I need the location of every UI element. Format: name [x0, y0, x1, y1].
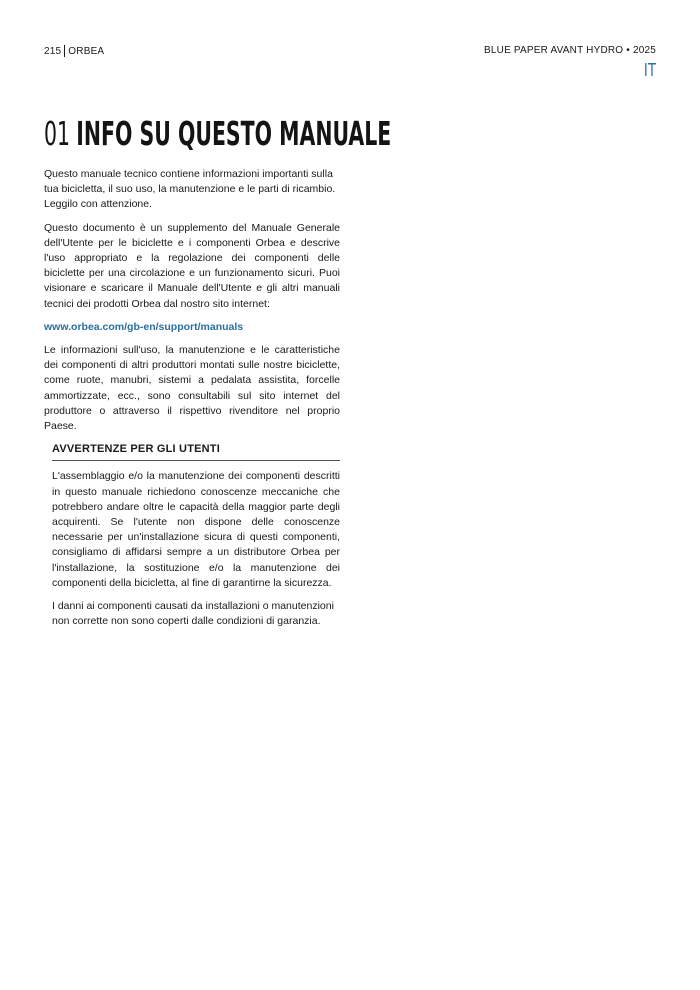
- section-heading: [44, 112, 391, 156]
- language-code: IT: [643, 60, 656, 81]
- supplement-paragraph: Questo documento è un supplemento del Manuale Generale dell'Utente per le biciclette e i componenti Orbea e descrive l'uso appropriato e la regolazione dei componenti delle biciclette per una circolazione e un funzionamento sicuri. Puoi visionare e scaricare il Manuale dell'Utente e gli altri manuali tecnici dei prodotti Orbea dal nostro sito internet:: [44, 221, 340, 310]
- section-title: INFO SU QUESTO MANUALE: [76, 114, 392, 153]
- page-number: 215: [44, 45, 62, 57]
- manuals-link[interactable]: www.orbea.com/gb-en/support/manuals: [44, 320, 244, 333]
- warning-title: AVVERTENZE PER GLI UTENTI: [52, 442, 340, 461]
- third-party-paragraph: Le informazioni sull'uso, la manutenzione e le caratteristiche dei componenti di altri produttori montati sulle nostre biciclette, come ruote, manubri, sistemi a pedalata assistita, forcelle ammortizzate, ecc., sono consultabili sul sito internet del produttore o attraverso il rispettivo rivenditore nel proprio Paese.: [44, 344, 340, 433]
- warning-paragraph-warranty: I danni ai componenti causati da installazioni o manutenzioni non corrette non sono coperti dalle condizioni di garanzia.: [52, 600, 334, 628]
- warning-box: [52, 442, 340, 629]
- main-content: [44, 167, 340, 637]
- page-header-left: [44, 45, 104, 57]
- intro-paragraph: Questo manuale tecnico contiene informazioni importanti sulla tua bicicletta, il suo uso, la manutenzione e le parti di ricambio. Leggilo con attenzione.: [44, 168, 336, 211]
- section-number: 01: [44, 114, 71, 153]
- warning-paragraph-assembly: L'assemblaggio e/o la manutenzione dei componenti descritti in questo manuale richiedono conoscenze meccaniche che potrebbero andare oltre le capacità della maggior parte degli acquirenti. Se l'utente non dispone delle conoscenze necessarie per un'installazione sicura di questi componenti, consigliamo di affidarsi sempre a un distributore Orbea per l'installazione, la sostituzione e/o la manutenzione dei componenti della bicicletta, al fine di garantirne la sicurezza.: [52, 470, 340, 589]
- header-divider: [64, 45, 65, 57]
- document-title: BLUE PAPER AVANT HYDRO • 2025: [484, 45, 656, 56]
- brand-name: ORBEA: [68, 45, 105, 57]
